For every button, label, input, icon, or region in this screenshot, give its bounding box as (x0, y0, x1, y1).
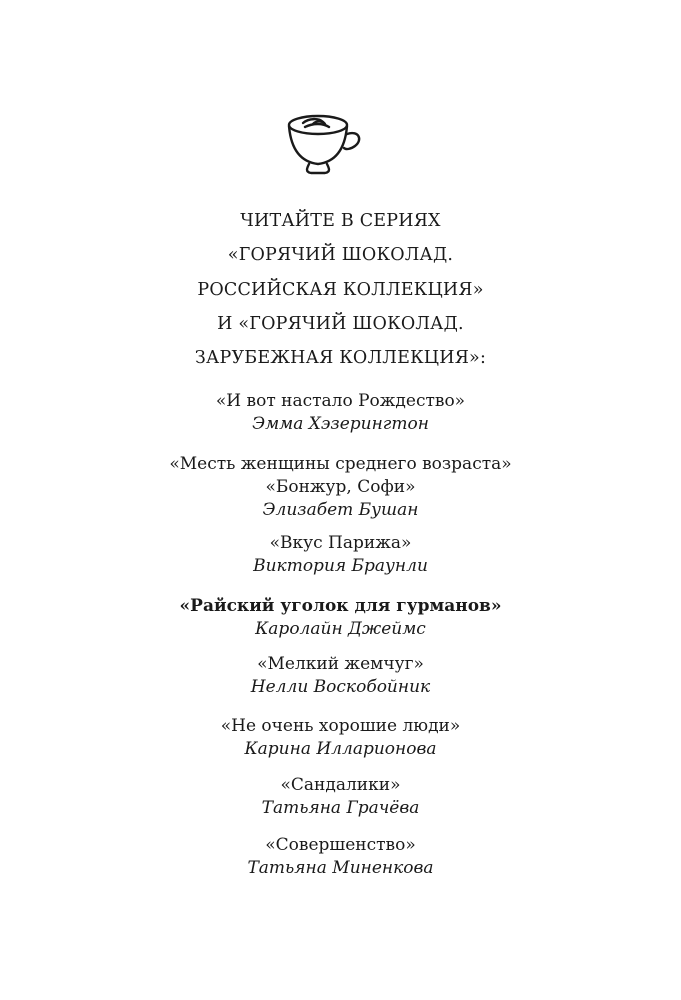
book-title: «Сандалики» (280, 775, 401, 795)
series-heading-line-3: РОССИЙСКАЯ КОЛЛЕКЦИЯ» (197, 280, 484, 300)
book-author: Нелли Воскобойник (250, 677, 431, 697)
book-author: Элизабет Бушан (262, 500, 419, 520)
book-author: Каролайн Джеймс (255, 619, 426, 639)
book-title: «Бонжур, Софи» (265, 477, 416, 497)
book-title-highlighted: «Райский уголок для гурманов» (179, 596, 502, 616)
series-heading-line-4: И «ГОРЯЧИЙ ШОКОЛАД. (217, 314, 464, 334)
series-heading-line-1: ЧИТАЙТЕ В СЕРИЯХ (240, 211, 441, 231)
book-title: «Мелкий жемчуг» (257, 654, 424, 674)
book-author: Татьяна Миненкова (247, 858, 434, 878)
series-heading-line-2: «ГОРЯЧИЙ ШОКОЛАД. (227, 245, 454, 265)
book-title: «Не очень хорошие люди» (220, 716, 461, 736)
book-author: Татьяна Грачёва (261, 798, 420, 818)
book-title: «Месть женщины среднего возраста» (169, 454, 512, 474)
book-title: «И вот настало Рождество» (215, 391, 466, 411)
series-heading-line-5: ЗАРУБЕЖНАЯ КОЛЛЕКЦИЯ»: (194, 348, 487, 368)
book-author: Эмма Хэзерингтон (252, 414, 429, 434)
book-title: «Вкус Парижа» (269, 533, 412, 553)
book-title: «Совершенство» (265, 835, 416, 855)
coffee-cup-icon (283, 112, 363, 184)
book-author: Виктория Браунли (253, 556, 428, 576)
book-author: Карина Илларионова (244, 739, 437, 759)
